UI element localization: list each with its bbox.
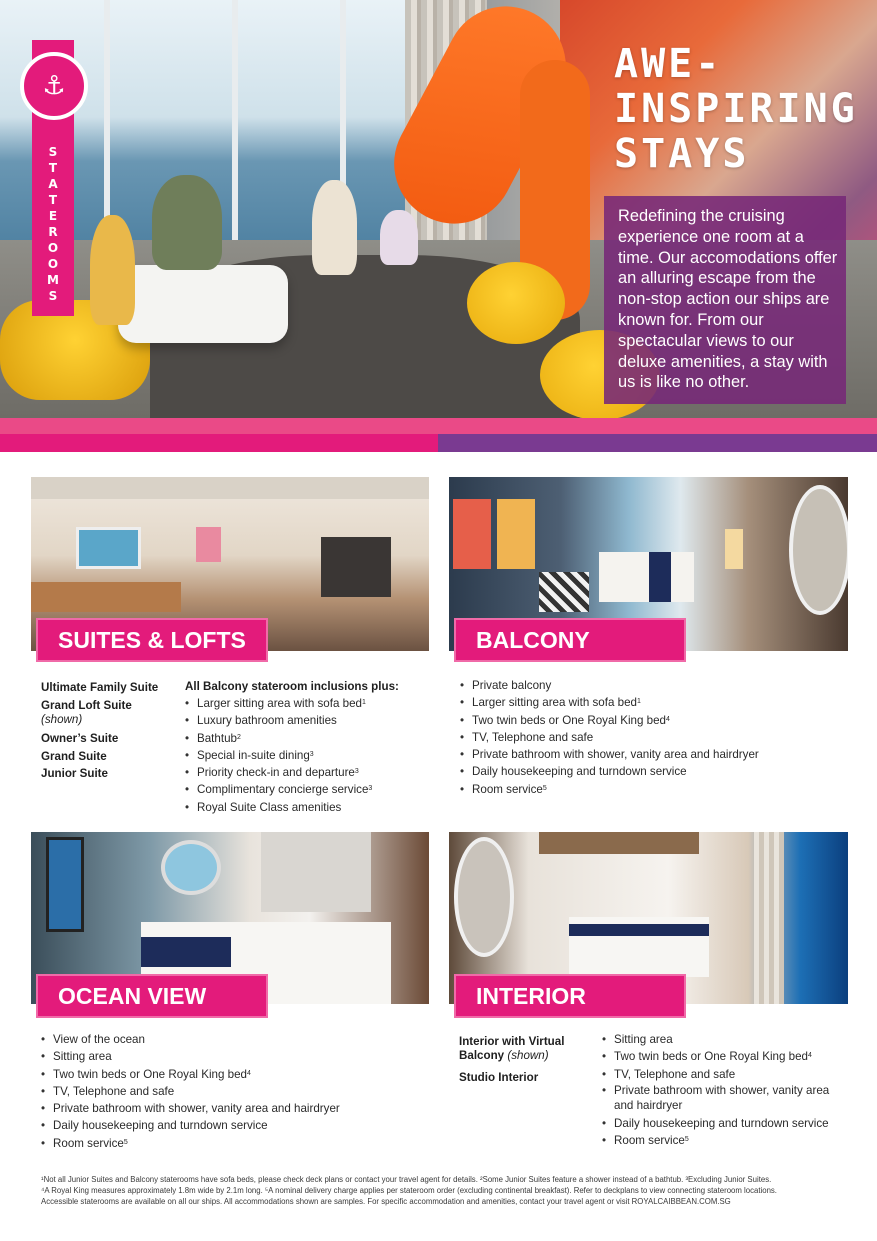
divider-band-magenta — [0, 434, 877, 452]
brand-logo — [20, 52, 88, 120]
hero-intro-box — [604, 196, 846, 404]
crown-anchor-icon: ⚓ — [42, 71, 66, 101]
room-type-note: (shown) — [41, 713, 83, 726]
room-type-name: Junior Suite — [41, 767, 108, 780]
list-item: • TV, Telephone and safe — [602, 1066, 842, 1083]
wall-art — [453, 499, 491, 569]
list-item: • Complimentary concierge service$^3$ — [185, 781, 435, 798]
list-item: • TV, Telephone and safe — [41, 1083, 421, 1100]
footnote-line: Accessible staterooms are available on all our ships. All accommodations shown are samples. For specific accommodation and amenities, contact your travel agent or visit ROYALCAIBBEAN.COM.SG — [41, 1197, 731, 1206]
ocean-view-label: OCEAN VIEW — [38, 976, 266, 1016]
room-type-name: Ultimate Family Suite — [41, 681, 159, 694]
feature-list — [185, 695, 435, 816]
tv-screen — [46, 837, 84, 932]
headline-line: STAYS — [614, 131, 750, 177]
room-type — [41, 748, 181, 766]
feature-list — [41, 1031, 421, 1152]
list-item: • Daily housekeeping and turndown service — [41, 1117, 421, 1134]
list-item: • TV, Telephone and safe — [460, 729, 840, 746]
list-item: • Priority check-in and departure$^3$ — [185, 764, 435, 781]
feature-list — [602, 1031, 842, 1149]
hero-person — [312, 180, 357, 275]
list-item: • Royal Suite Class amenities — [185, 799, 435, 816]
list-item: • Bathtub$^2$ — [185, 730, 435, 747]
headline-line: AWE- — [614, 41, 723, 87]
wood-counter — [31, 582, 181, 612]
room-type — [41, 697, 181, 727]
mirror — [789, 485, 848, 615]
balcony-features — [460, 677, 840, 798]
list-item: • Larger sitting area with sofa bed$^1$ — [460, 694, 840, 711]
list-item: • View of the ocean — [41, 1031, 421, 1048]
room-type — [41, 765, 181, 783]
interior-label: INTERIOR — [456, 976, 684, 1016]
headboard — [261, 832, 371, 912]
bed-runner — [141, 937, 231, 967]
suites-label: SUITES & LOFTS — [38, 620, 266, 660]
staircase — [321, 537, 391, 597]
footnote-line: ⁴A Royal King measures approximately 1.8m wide by 2.1m long. ⁵A nominal delivery charge applies per stateroom order (excluding continental breakfast). Refer to deckplans to view connecting stateroom locations. — [41, 1186, 777, 1195]
room-type-note: (shown) — [507, 1049, 549, 1062]
list-item: • Larger sitting area with sofa bed$^1$ — [185, 695, 435, 712]
bed-runner — [649, 552, 671, 602]
hero-pouf — [467, 262, 565, 344]
room-type-name: Grand Suite — [41, 749, 107, 763]
hero-headline — [614, 42, 864, 177]
list-item: • Luxury bathroom amenities — [185, 712, 435, 729]
divider-band-pink — [0, 418, 877, 434]
wall-art — [196, 527, 221, 562]
headline-line: INSPIRING — [614, 86, 858, 132]
list-item: • Private bathroom with shower, vanity area and hairdryer — [460, 746, 840, 763]
list-item: • Two twin beds or One Royal King bed$^4$ — [460, 712, 840, 729]
mirror — [454, 837, 514, 957]
lamp — [725, 529, 743, 569]
list-item: • Daily housekeeping and turndown service — [460, 763, 840, 780]
ocean-view-features — [41, 1031, 421, 1152]
window-mullion — [232, 0, 238, 260]
room-type-name: Grand Loft Suite — [41, 698, 132, 712]
interior-features — [602, 1031, 842, 1149]
room-type-name: Studio Interior — [459, 1071, 539, 1084]
list-item: • Room service$^5$ — [460, 781, 840, 798]
list-item: • Sitting area — [602, 1031, 842, 1048]
list-item: • Two twin beds or One Royal King bed$^4$ — [602, 1048, 842, 1065]
porthole-window — [161, 840, 221, 895]
list-item: • Private balcony — [460, 677, 840, 694]
bed-runner — [569, 924, 709, 936]
room-type-name: Owner’s Suite — [41, 732, 119, 745]
suites-features — [185, 679, 435, 816]
list-item: • Private bathroom with shower, vanity area and hairdryer — [41, 1100, 421, 1117]
list-item: • Private bathroom with shower, vanity area and hairdryer — [602, 1083, 842, 1115]
tv-screen — [76, 527, 141, 569]
hero-person — [90, 215, 135, 325]
interior-room-types — [459, 1035, 599, 1087]
balcony-label: BALCONY — [456, 620, 684, 660]
wall-art — [497, 499, 535, 569]
hero-person — [380, 210, 418, 265]
footnotes — [41, 1174, 841, 1207]
pillow — [539, 572, 589, 612]
room-type — [41, 730, 181, 748]
stateroom-vertical-label: STATEROOMS — [46, 145, 60, 305]
room-type-name: Interior with Virtual Balcony — [459, 1035, 565, 1062]
bed — [599, 552, 694, 602]
list-item: • Two twin beds or One Royal King bed$^4$ — [41, 1066, 421, 1083]
list-item: • Room service$^5$ — [41, 1135, 421, 1152]
list-item: • Daily housekeeping and turndown service — [602, 1115, 842, 1132]
list-item: • Sitting area — [41, 1048, 421, 1065]
hero-person — [152, 175, 222, 270]
suites-list-heading: All Balcony stateroom inclusions plus: — [185, 680, 399, 693]
room-type — [459, 1069, 599, 1087]
curtain — [754, 832, 784, 1004]
feature-list — [460, 677, 840, 798]
loft-ceiling — [31, 477, 429, 499]
hero-table — [118, 265, 288, 343]
suites-room-types — [41, 679, 181, 783]
divider-band-purple — [438, 434, 877, 452]
list-item: • Room service$^5$ — [602, 1132, 842, 1149]
hero-intro-text: Redefining the cruising experience one room at a time. Our accomodations offer an alluring escape from the non-stop action our ships are known for. From our spectacular views to our deluxe amenities, a stay with us is like no other. — [618, 207, 838, 392]
list-item: • Special in-suite dining$^3$ — [185, 747, 435, 764]
room-type — [41, 679, 181, 697]
room-type — [459, 1035, 599, 1063]
ceiling-wood — [539, 832, 699, 854]
footnote-line: ¹Not all Junior Suites and Balcony staterooms have sofa beds, please check deck plans or contact your travel agent for details. ²Some Junior Suites feature a shower instead of a bathtub. ³Excluding Junior Suites. — [41, 1175, 772, 1184]
